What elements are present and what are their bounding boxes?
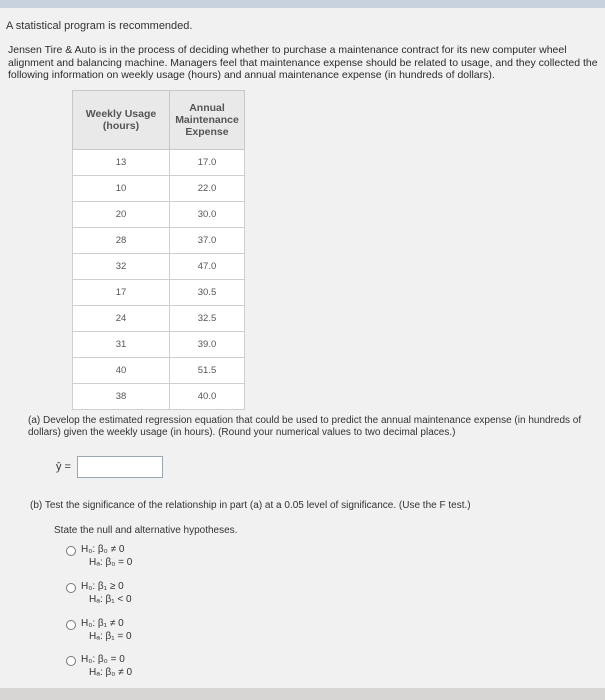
radio-button[interactable]	[66, 620, 76, 630]
expense-cell: 40.0	[170, 384, 245, 410]
usage-cell: 32	[73, 254, 170, 280]
data-table	[72, 90, 245, 410]
table-row	[73, 228, 245, 254]
expense-cell: 47.0	[170, 254, 245, 280]
radio-button[interactable]	[66, 583, 76, 593]
usage-cell: 17	[73, 280, 170, 306]
expense-cell: 22.0	[170, 176, 245, 202]
alt-hypothesis: Hₐ: β₀ = 0	[89, 556, 133, 568]
hypothesis-option[interactable]	[66, 618, 132, 643]
yhat-label: ŷ =	[56, 461, 71, 473]
usage-cell: 13	[73, 150, 170, 176]
alt-hypothesis: Hₐ: β₁ = 0	[89, 630, 132, 642]
expense-cell: 39.0	[170, 332, 245, 358]
expense-cell: 30.5	[170, 280, 245, 306]
problem-text: Jensen Tire & Auto is in the process of deciding whether to purchase a maintenance contract for its new computer wheel alignment and balancing machine. Managers feel that maintenance expense should be related to usage, and they collected the following information on weekly usage (hours) and annual maintenance expense (in hundreds of dollars).	[8, 44, 598, 81]
header-weekly-usage: Weekly Usage (hours)	[73, 91, 170, 150]
equation-row	[56, 456, 163, 478]
alt-hypothesis: Hₐ: β₀ ≠ 0	[89, 666, 133, 678]
radio-button[interactable]	[66, 546, 76, 556]
usage-cell: 24	[73, 306, 170, 332]
hypothesis-option[interactable]	[66, 581, 132, 606]
table-row	[73, 254, 245, 280]
table-row	[73, 384, 245, 410]
part-a-text: (a) Develop the estimated regression equation that could be used to predict the annual maintenance expense (in hundreds of dollars) given the weekly usage (in hours). (Round your numerical values to two decimal places.)	[28, 415, 582, 438]
top-bar	[0, 0, 605, 8]
usage-cell: 31	[73, 332, 170, 358]
null-hypothesis: H₀: β₁ ≠ 0	[81, 618, 124, 629]
bottom-strip	[0, 688, 605, 700]
expense-cell: 17.0	[170, 150, 245, 176]
state-hypotheses-text: State the null and alternative hypotheses.	[54, 525, 238, 536]
null-hypothesis: H₀: β₀ ≠ 0	[81, 544, 125, 555]
radio-button[interactable]	[66, 656, 76, 666]
expense-cell: 32.5	[170, 306, 245, 332]
table-row	[73, 358, 245, 384]
table-row	[73, 176, 245, 202]
alt-hypothesis: Hₐ: β₁ < 0	[89, 593, 132, 605]
intro-text: A statistical program is recommended.	[6, 20, 193, 32]
hypothesis-option[interactable]	[66, 544, 132, 569]
usage-cell: 20	[73, 202, 170, 228]
hypothesis-option[interactable]	[66, 654, 132, 679]
usage-cell: 38	[73, 384, 170, 410]
usage-cell: 28	[73, 228, 170, 254]
part-b-text: (b) Test the significance of the relationship in part (a) at a 0.05 level of significance. (Use the F test.)	[30, 500, 471, 511]
table-row	[73, 202, 245, 228]
expense-cell: 37.0	[170, 228, 245, 254]
table-row	[73, 280, 245, 306]
expense-cell: 30.0	[170, 202, 245, 228]
expense-cell: 51.5	[170, 358, 245, 384]
table-row	[73, 332, 245, 358]
usage-cell: 10	[73, 176, 170, 202]
header-annual-expense: Annual Maintenance Expense	[170, 91, 245, 150]
table-row	[73, 150, 245, 176]
usage-cell: 40	[73, 358, 170, 384]
table-row	[73, 306, 245, 332]
null-hypothesis: H₀: β₁ ≥ 0	[81, 581, 124, 592]
equation-input[interactable]	[77, 456, 163, 478]
null-hypothesis: H₀: β₀ = 0	[81, 654, 125, 665]
